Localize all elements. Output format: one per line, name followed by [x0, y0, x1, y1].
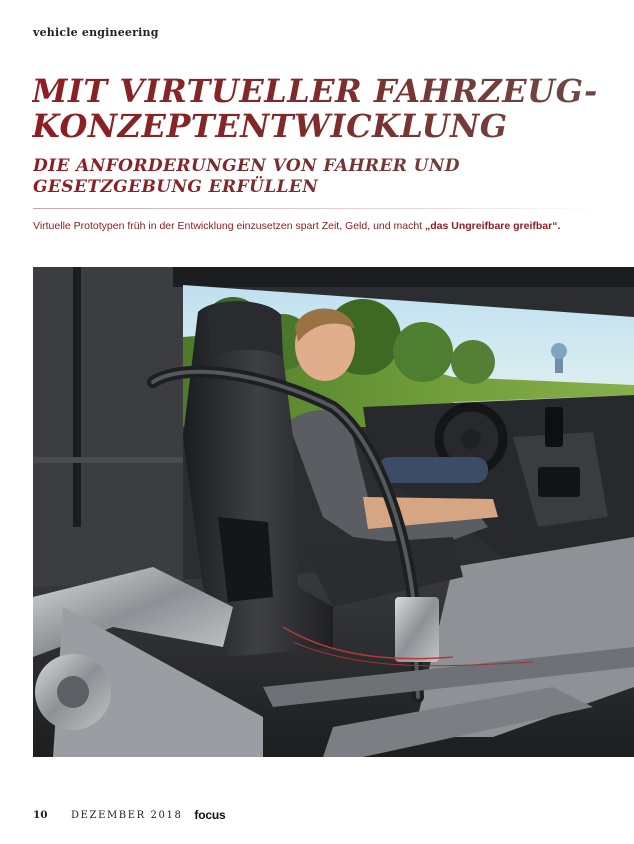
- magazine-logo: focus: [194, 808, 226, 822]
- page-number: 10: [33, 809, 48, 821]
- section-tag: vehicle engineering: [33, 26, 159, 39]
- divider: [33, 208, 603, 209]
- headline-line-1: MIT VIRTUELLER FAHRZEUG-: [32, 72, 598, 110]
- headline: [32, 74, 622, 144]
- headline-line-2: KONZEPTENTWICKLUNG: [32, 107, 508, 145]
- driving-simulator-photo: [33, 267, 634, 757]
- subheadline: [33, 156, 623, 198]
- page-footer: [33, 808, 225, 822]
- lead-paragraph: [33, 220, 613, 232]
- subheadline-line-1: DIE ANFORDERUNGEN VON FAHRER UND: [33, 156, 460, 176]
- lead-text: Virtuelle Prototypen früh in der Entwicklung einzusetzen spart Zeit, Geld, und macht: [33, 220, 426, 232]
- issue-date: DEZEMBER 2018: [71, 809, 183, 821]
- lead-quote: „das Ungreifbare greifbar“.: [425, 220, 561, 232]
- subheadline-line-2: GESETZGEBUNG ERFÜLLEN: [33, 177, 319, 197]
